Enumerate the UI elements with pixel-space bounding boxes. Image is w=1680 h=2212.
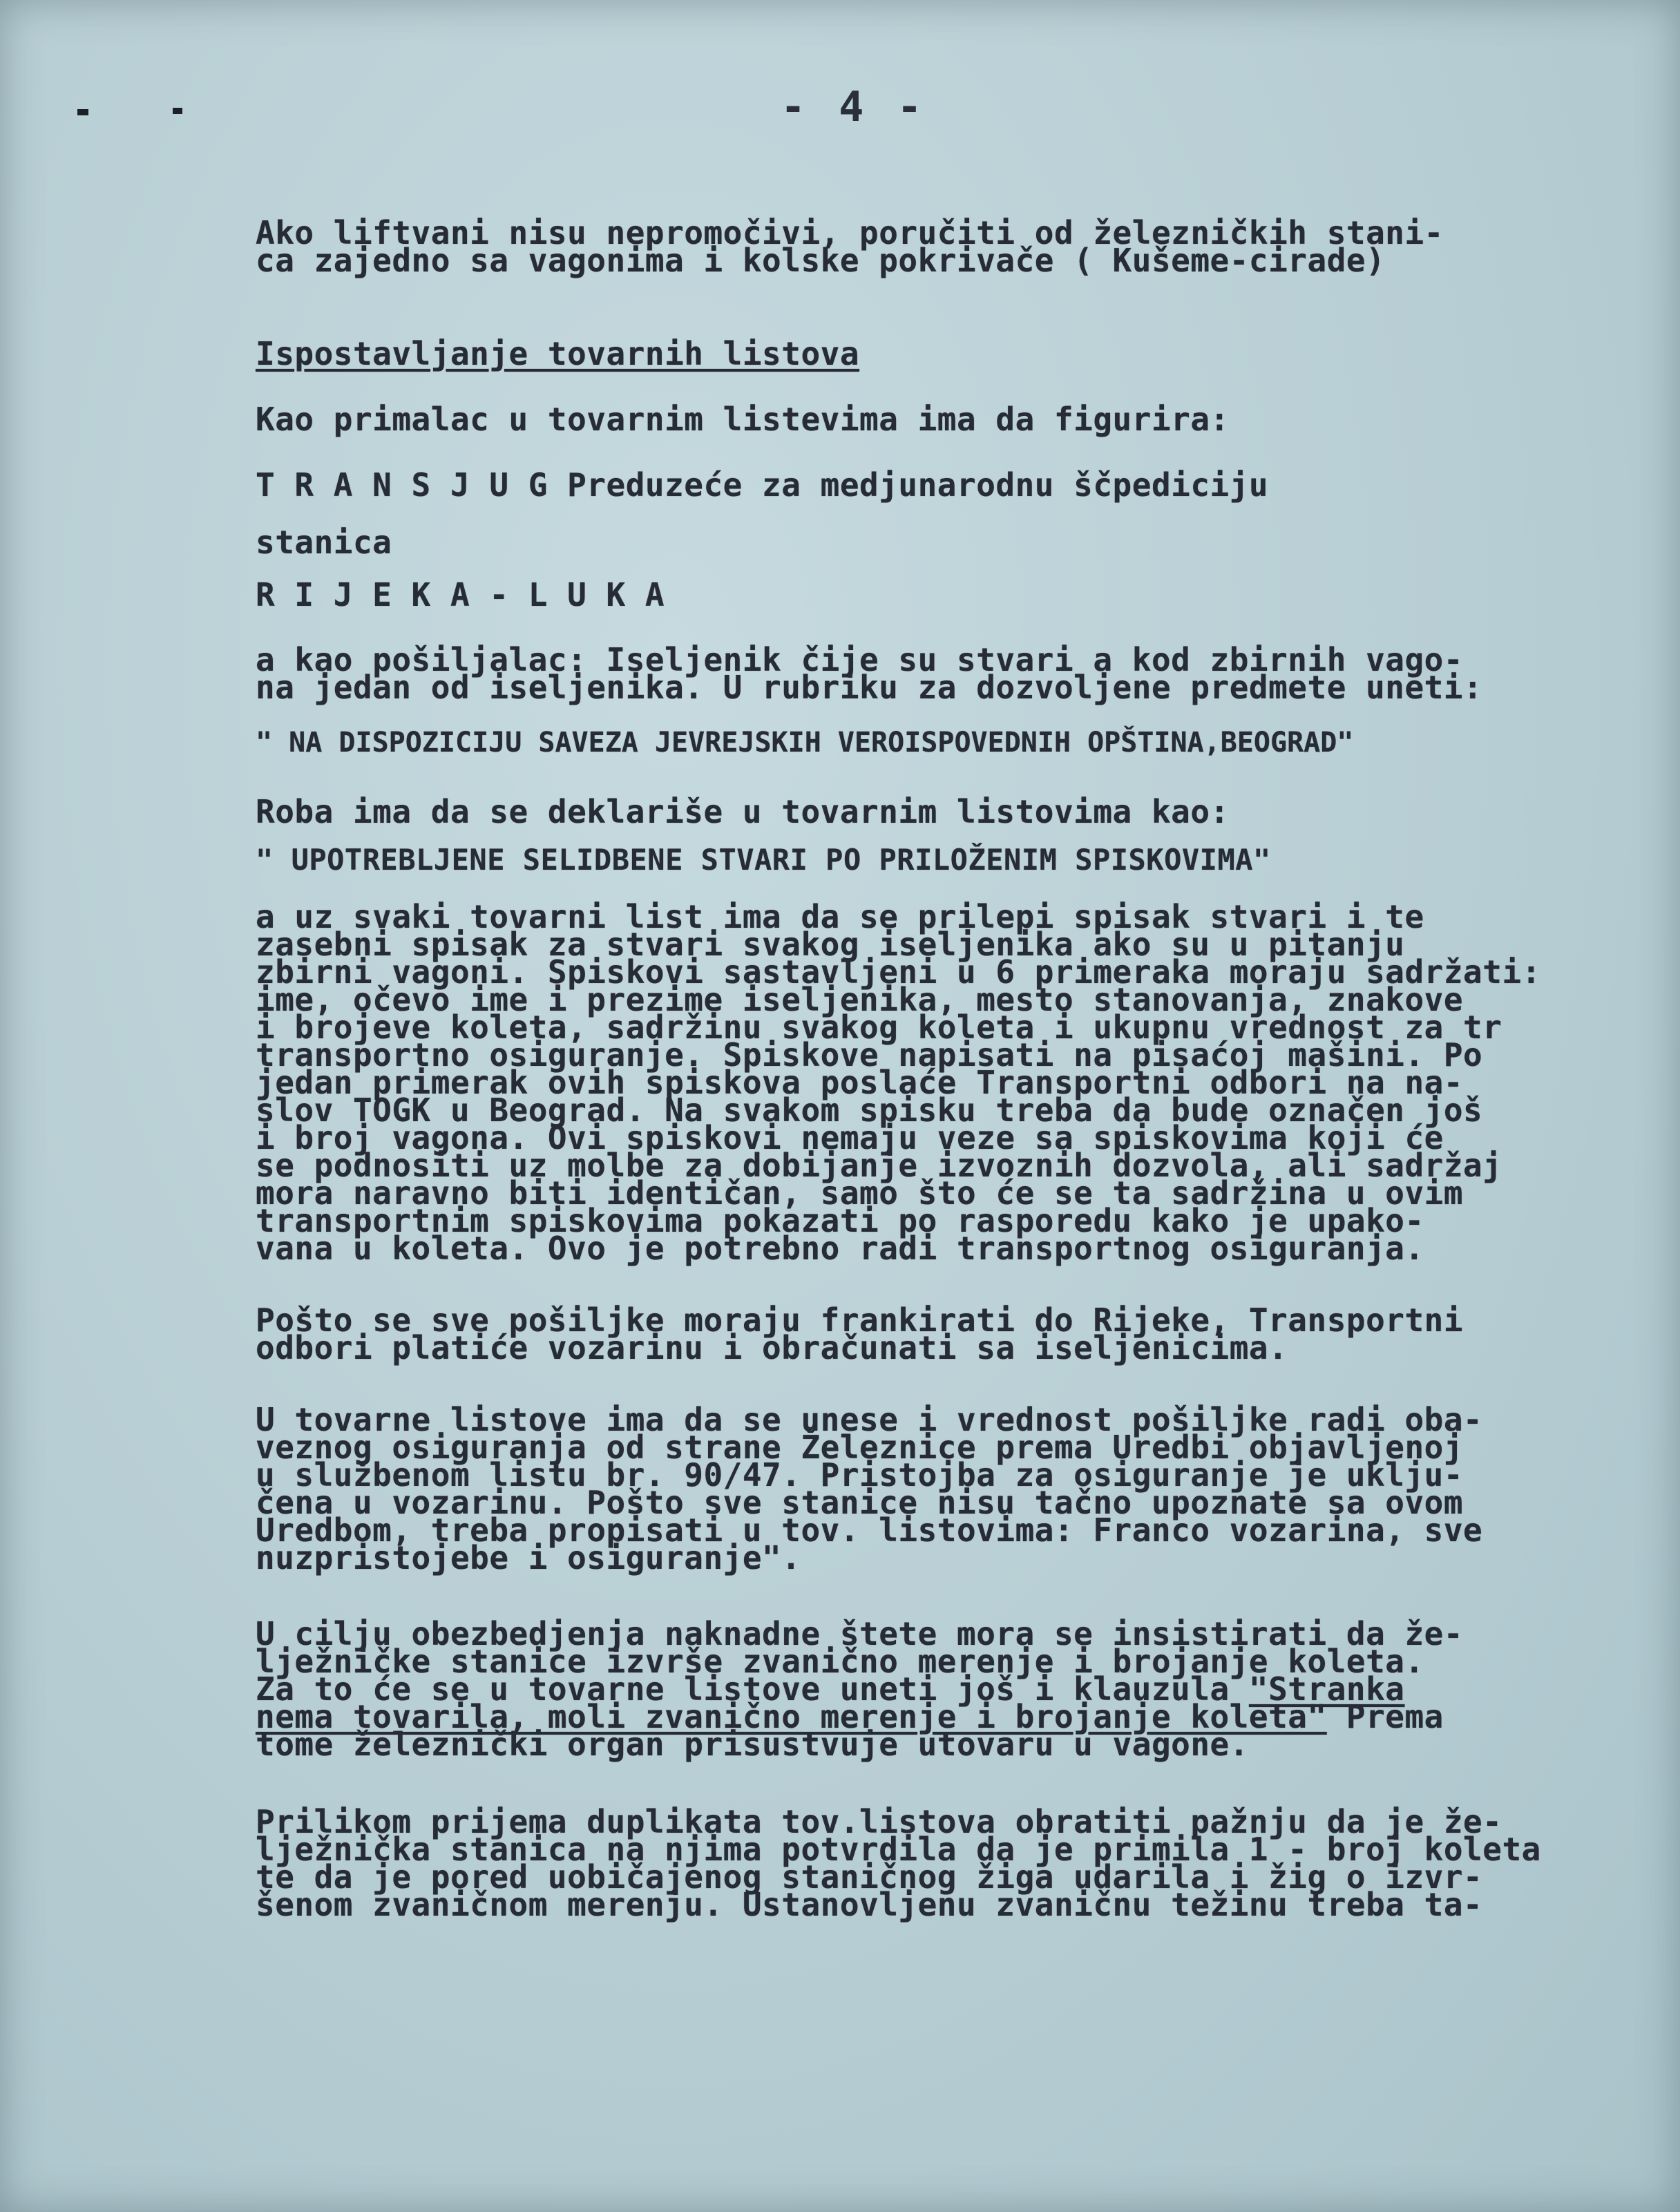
text-line: tome železnički organ prisustvuje utovaru u vagone. (256, 1726, 1249, 1763)
text-line: Ako liftvani nisu nepromočivi, poručiti od železničkih stani- (256, 214, 1444, 251)
text-line: jedan primerak ovih spiskova poslaće Transportni odbori na na- (256, 1064, 1464, 1101)
text-line: odbori platiće vozarinu i obračunati sa iseljenicima. (256, 1329, 1288, 1366)
text-segment: Za to će se u tovarne listove uneti još i klauzula (256, 1670, 1249, 1708)
text-line: transportnim spiskovima pokazati po rasporedu kako je upako- (256, 1202, 1424, 1239)
text-line: čena u vozarinu. Pošto sve stanice nisu tačno upoznate sa ovom (256, 1484, 1464, 1521)
declare-value: " UPOTREBLJENE SELIDBENE STVARI PO PRILOŽENIM SPISKOVIMA" (256, 843, 1271, 877)
section-heading (256, 335, 1672, 372)
text-line: i brojeve koleta, sadržinu svakog koleta i ukupnu vrednost za tr (256, 1009, 1502, 1046)
text-line: u službenom listu br. 90/47. Pristojba za osiguranje je uklju- (256, 1456, 1464, 1494)
text-line: Uredbom, treba propisati u tov. listovima: Franco vozarina, sve (256, 1512, 1483, 1549)
text-line: vana u koleta. Ovo je potrebno radi transportnog osiguranja. (256, 1230, 1424, 1267)
punch-mark (173, 108, 182, 114)
text-line: a kao pošiljalac: Iseljenik čije su stvari a kod zbirnih vago- (256, 641, 1464, 678)
text-line: zasebni spisak za stvari svakog iseljenika ako su u pitanju (256, 926, 1405, 963)
company-name: T R A N S J U G Preduzeće za medjunarodnu ščpediciju (256, 466, 1269, 504)
punch-mark (77, 109, 88, 115)
page-number: - 4 - (781, 83, 926, 131)
clause-underlined: nema tovarila, moli zvanično merenje i brojanje koleta" (256, 1698, 1327, 1735)
text-line: a uz svaki tovarni list ima da se prilepi spisak stvari i te (256, 898, 1424, 935)
text-segment: Prema (1326, 1698, 1444, 1735)
section-heading-text: Ispostavljanje tovarnih listova (256, 335, 860, 372)
text-line: nuzpristojebe i osiguranje". (256, 1539, 801, 1576)
text-line: transportno osiguranje. Spiskove napisati na pisaćoj mašini. Po (256, 1036, 1483, 1074)
text-line: ca zajedno sa vagonima i kolske pokrivače ( Kušeme-cirade) (256, 242, 1386, 279)
text-line: lježnička stanica na njima potvrdila da je primila 1 - broj koleta (256, 1831, 1541, 1868)
text-line: i broj vagona. Ovi spiskovi nemaju veze sa spiskovima koji će (256, 1119, 1444, 1156)
text-line: veznog osiguranja od strane Železnice prema Uredbi objavljenoj (256, 1429, 1464, 1466)
station-name: R I J E K A - L U K A (256, 576, 665, 613)
text-line: mora naravno biti identičan, samo što će se ta sadržina u ovim (256, 1174, 1464, 1212)
clause-underlined: "Stranka (1248, 1670, 1405, 1708)
disposition-clause: " NA DISPOZICIJU SAVEZA JEVREJSKIH VEROISPOVEDNIH OPŠTINA,BEOGRAD" (256, 727, 1354, 759)
consignee-intro: Kao primalac u tovarnim listevima ima da figurira: (256, 401, 1230, 438)
text-line: šenom zvaničnom merenju. Ustanovljenu zvaničnu težinu treba ta- (256, 1886, 1483, 1923)
text-line: Prilikom prijema duplikata tov.listova obratiti pažnju da je že- (256, 1803, 1502, 1840)
station-label: stanica (256, 524, 392, 561)
text-line: se podnositi uz molbe za dobijanje izvoznih dozvola, ali sadržaj (256, 1147, 1502, 1184)
text-line: U tovarne listove ima da se unese i vrednost pošiljke radi oba- (256, 1401, 1483, 1438)
text-line: slov TOGK u Beograd. Na svakom spisku treba da bude označen još (256, 1091, 1483, 1129)
text-line: ime, očevo ime i prezime iseljenika, mesto stanovanja, znakove (256, 981, 1464, 1018)
text-line: lježničke stanice izvrše zvanično merenje i brojanje koleta. (256, 1643, 1424, 1680)
text-line: U cilju obezbedjenja naknadne štete mora se insistirati da že- (256, 1615, 1464, 1652)
text-line: na jedan od iseljenika. U rubriku za dozvoljene predmete uneti: (256, 669, 1483, 706)
text-line: zbirni vagoni. Spiskovi sastavljeni u 6 primeraka moraju sadržati: (256, 953, 1541, 991)
text-line: te da je pored uobičajenog staničnog žiga udarila i žig o izvr- (256, 1858, 1483, 1896)
declare-intro: Roba ima da se deklariše u tovarnim listovima kao: (256, 793, 1230, 830)
text-line: Pošto se sve pošiljke moraju frankirati do Rijeke, Transportni (256, 1302, 1464, 1339)
